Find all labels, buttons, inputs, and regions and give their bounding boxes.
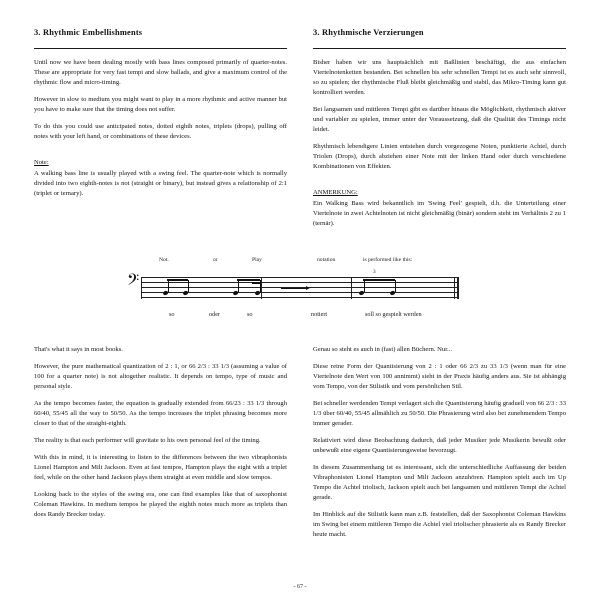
paragraph-de-9: Im Hinblick auf die Stilistik kann man z.B. feststellen, daß der Saxophonist Coleman Hawkins im Swing bei einem mittleren Tempo die Achtel viel triolischer phrasierte als es Randy Brecker heute macht.	[313, 511, 566, 539]
label-notation-short: Not.	[159, 257, 169, 264]
paragraph-en-9: Looking back to the styles of the swing era, one can find examples like that of saxophonist Coleman Hawkins. In medium tempos he played the eighth notes much more as triplets than does Randy Brecker today.	[34, 491, 287, 519]
note-paragraph-de: Ein Walking Bass wird bekanntlich im 'Swing Feel' gespielt, d.h. die Unterteilung einer Viertelnote in zwei Achtelnoten ist nicht gleichmäßig (binär) sondern steht im Verhältnis 2 zu 1 (ternär).	[313, 200, 566, 228]
music-notation-example	[34, 243, 566, 335]
note-stem	[188, 280, 189, 292]
arrow-head-icon	[306, 286, 310, 290]
label-play: Play	[252, 257, 262, 264]
paragraph-en-7: The reality is that each performer will gravitate to his own personal feel of the timing.	[34, 437, 261, 445]
section-title-english: 3. Rhythmic Embellishments	[34, 28, 143, 37]
paragraph-en-5: However, the pure mathematical quantization of 2 : 1, or 66 2/3 : 33 1/3 (assuming a value of 100 for a quarter note) is not altogether realistic. It depends on tempo, type of music and personal style.	[34, 363, 287, 391]
label-or: or	[213, 257, 218, 264]
paragraph-de-3: Rhythmisch lebendigere Linien entstehen durch vorgezogene Noten, punktierte Achtel, durch Triolen (Drops), durch abziehen einer Note mit der linken Hand oder durch verschiedene Kombinationen von Effekten.	[313, 143, 566, 171]
label-oder: oder	[209, 311, 220, 319]
note-stem	[168, 280, 169, 292]
arrow-line	[281, 288, 307, 289]
paragraph-de-7: Relativiert wird diese Beobachtung dadurch, daß jeder Musiker jede Musikerin bewußt oder unbewußt eine eigene Quantisierungsweise bevorzugt.	[313, 437, 566, 455]
note-label-english: Note:	[34, 159, 49, 167]
label-performed-like-this: is performed like this:	[363, 257, 413, 264]
paragraph-de-8: In diesem Zusammenhang ist es interessant, sich die unterschiedliche Auffassung der beiden Vibraphonisten Lionel Hampton und Milt Jackson anzuhören. Hampton spielt auch im Up Tempo die Achtel triolisch, Jackson spielt auch bei langsamen und mittleren Tempi die Achtel gerade.	[313, 464, 566, 502]
paragraph-de-6: Bei schneller werdenden Tempi verlagert sich die Quantisierung häufig graduell von 66 2/3 : 33 1/3 über 60/40, 55/45 allmählich zu 50/50. Die Phrasierung wird also bei zunehmendem Tempo immer gerader.	[313, 400, 566, 428]
beam	[167, 279, 188, 281]
paragraph-en-4: That's what it says in most books.	[34, 346, 123, 354]
page-number: - 67 -	[293, 584, 307, 590]
column-english-lower	[34, 345, 287, 520]
title-divider-left	[34, 48, 287, 49]
paragraph-en-8: With this in mind, it is interesting to listen to the differences between the two vibraphonists Lionel Hampton and Milt Jackson. Even at fast tempos, Hampton plays the eight with a triplet feel, while on the other hand Jackson plays them straight at even middle and slow tempos.	[34, 454, 287, 482]
column-german-lower	[313, 345, 566, 540]
paragraph-de-2: Bei langsamen und mittleren Tempi gibt es darüber hinaus die Möglichkeit, rhythmisch aktiver und variabler zu spielen, immer unter der Voraussetzung, daß die Qualität des Timings nicht leidet.	[313, 106, 566, 134]
label-notation: notation	[317, 257, 336, 264]
paragraph-de-5: Diese reine Form der Quantisierung von 2 : 1 oder 66 2/3 zu 33 1/3 (wenn man für eine Viertelnote den Wert von 100 annimmt) sieht in der Praxis häufig anders aus. Sie ist abhängig vom Tempo, von der Stilistik und vom persönlichen Stil.	[313, 363, 566, 391]
note-paragraph-en: A walking bass line is usually played with a swing feel. The quarter-note which is normally divided into two eighth-notes is not (straight or binary), but instead gives a relationship of 2:1 (triplet or ternary).	[34, 170, 287, 198]
beam-secondary	[252, 282, 260, 283]
note-stem	[395, 280, 396, 292]
beam	[237, 279, 260, 281]
two-column-layout-lower	[34, 345, 566, 540]
spacer-left	[34, 149, 287, 159]
note-stem	[238, 280, 239, 292]
label-notiert: notiert	[311, 311, 328, 319]
beam	[363, 279, 395, 281]
paragraph-de-1: Bisher haben wir uns hauptsächlich mit Baßlinien beschäftigt, die aus einfachen Viertelnotenketten bestanden. Bei schnellen bis sehr schnellen Tempi ist es auch sehr sinnvoll, so zu spielen; der rhythmische Fluß bleibt gleichmäßig und stabil, das Mikro-Timing kann gut kontrolliert werden.	[313, 59, 566, 97]
paragraph-en-1: Until now we have been dealing mostly with bass lines composed primarily of quarter-notes. These are appropriate for very fast tempi and slow ballads, and give a maximum control of the rhythmic flow and micro-timing.	[34, 59, 287, 87]
note-label-german: ANMERKUNG:	[313, 189, 358, 197]
paragraph-en-2: However in slow to medium you might want to play in a more rhythmic and active manner but you have to make sure that the timing does not suffer.	[34, 96, 287, 114]
paragraph-en-3: To do this you could use anticipated notes, dotted eighth notes, triplets (drops), pulling off notes with your left hand, or combinations of these devices.	[34, 123, 287, 141]
column-german	[313, 28, 566, 229]
two-column-layout	[34, 28, 566, 229]
label-so-2: so	[247, 311, 253, 319]
music-example-inner	[105, 243, 495, 335]
paragraph-de-4: Genau so steht es auch in (fast) allen Büchern. Nur...	[313, 346, 452, 354]
section-title-german: 3. Rhythmische Verzierungen	[313, 28, 424, 37]
label-soll-so-gespielt-werden: soll so gespielt werden	[365, 311, 422, 319]
note-stem	[364, 280, 365, 292]
bass-clef-icon: 𝄢	[127, 271, 140, 294]
triplet-bracket-number: 3	[373, 269, 376, 276]
label-so-1: so	[169, 311, 175, 319]
column-english	[34, 28, 287, 199]
title-divider-right	[313, 48, 566, 49]
paragraph-en-6: As the tempo becomes faster, the equation is gradually extended from 66/23 : 33 1/3 through 60/40, 55/45 all the way to 50/50. As the tempo increases the triplet phrasing becomes more closer to that of the straight-eighth.	[34, 400, 287, 428]
spacer-right	[313, 179, 566, 189]
